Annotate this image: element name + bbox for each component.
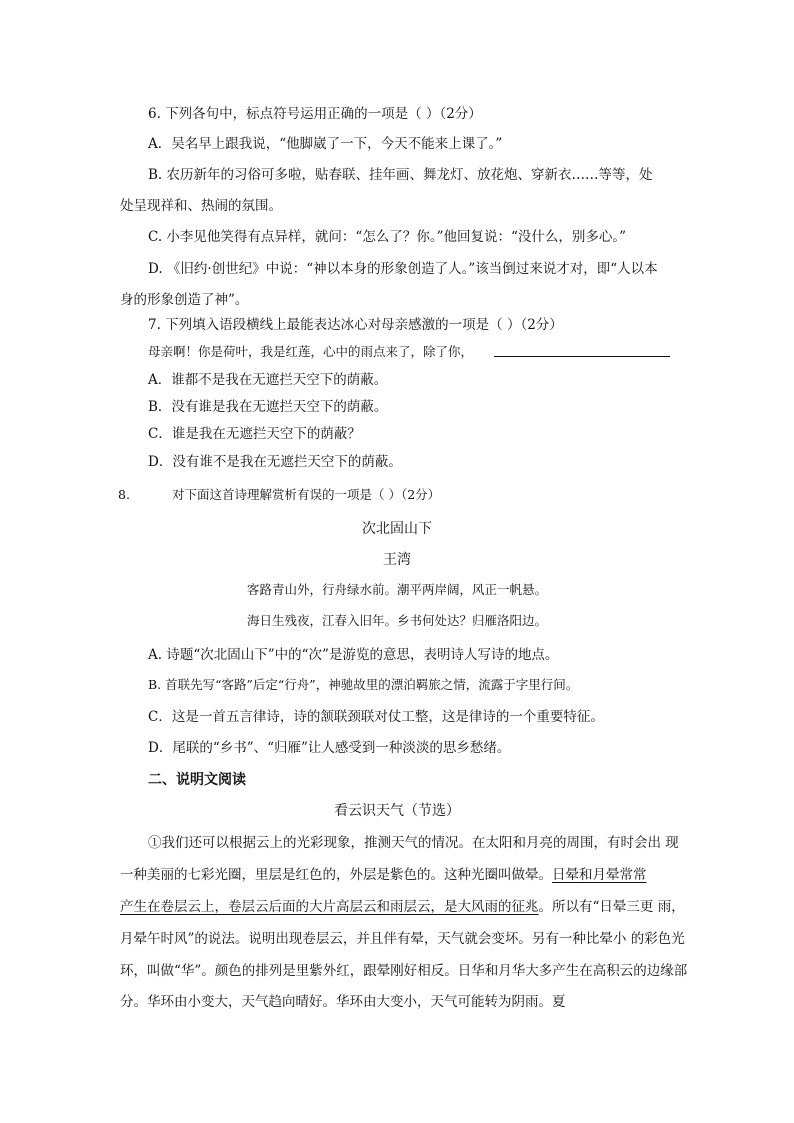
article-para1-line1: ①我们还可以根据云上的光彩现象，推测天气的情况。在太阳和月亮的周围，有时会出 现 bbox=[148, 835, 679, 851]
q7-answer-blank bbox=[494, 356, 670, 357]
article-para1-line6: 分。华环由小变大，天气趋向晴好。华环由大变小，天气可能转为阴雨。夏 bbox=[120, 994, 566, 1010]
underlined-text: 产生在卷层云上，卷层云后面的大片高层云和雨层云，是大风雨的征兆 bbox=[120, 899, 539, 915]
article-text: 。所以有“日晕三更 雨， bbox=[538, 899, 685, 915]
q6-option-d-line1: D. 《旧约·创世纪》中说：“神以本身的形象创造了人。”该当倒过来说才对，即“人以本 bbox=[148, 261, 658, 277]
q7-option-c: C．谁是我在无遮拦天空下的荫蔽？ bbox=[148, 426, 361, 442]
q6-option-b-line1: B. 农历新年的习俗可多啦，贴春联、挂年画、舞龙灯、放花炮、穿新衣……等等，处 bbox=[148, 167, 653, 183]
q6-option-c: C. 小李见他笑得有点异样，就问：“怎么了？你。”他回复说：“没什么，别多心。” bbox=[148, 229, 627, 245]
q7-option-d: D．没有谁不是我在无遮拦天空下的荫蔽。 bbox=[148, 454, 402, 470]
q7-option-b: B．没有谁是我在无遮拦天空下的荫蔽。 bbox=[148, 399, 388, 415]
q8-stem: 对下面这首诗理解赏析有误的一项是（ ）（2分） bbox=[172, 487, 441, 502]
q6-option-d-line2: 身的形象创造了神”。 bbox=[120, 292, 249, 308]
q8-option-a: A. 诗题“次北固山下”中的“次”是游览的意思，表明诗人写诗的地点。 bbox=[148, 647, 559, 663]
q7-passage: 母亲啊！你是荷叶，我是红莲，心中的雨点来了，除了你， bbox=[148, 344, 474, 359]
q8-option-d: D．尾联的“乡书”、“归雁”让人感受到一种淡淡的思乡愁绪。 bbox=[148, 740, 511, 756]
underlined-text: 日晕和月晕常常 bbox=[552, 867, 647, 883]
article-text: 一种美丽的七彩光圈，里层是红色的，外层是紫色的。这种光圈叫做晕。 bbox=[120, 867, 552, 883]
q8-option-c: C．这是一首五言律诗，诗的颔联颈联对仗工整，这是律诗的一个重要特征。 bbox=[148, 709, 604, 725]
poem-title: 次北固山下 bbox=[362, 521, 432, 537]
article-title: 看云识天气（节选） bbox=[334, 803, 460, 819]
article-para1-line5: 环，叫做“华”。颜色的排列是里紫外红，跟晕刚好相反。日华和月华大多产生在高积云的边缘部 bbox=[120, 963, 688, 979]
q8-option-b: B. 首联先写“客路”后定“行舟”，神驰故里的漂泊羁旅之情，流露于字里行间。 bbox=[148, 677, 579, 692]
q7-stem: 7. 下列填入语段横线上最能表达冰心对母亲感激的一项是（ ）（2分） bbox=[148, 317, 563, 333]
q6-stem: 6. 下列各句中，标点符号运用正确的一项是（ ）（2分） bbox=[148, 106, 482, 122]
article-para1-line2 bbox=[120, 865, 647, 885]
q6-option-b-line2: 处呈现祥和、热闹的氛围。 bbox=[120, 198, 282, 214]
q6-option-a: A．吴名早上跟我说，“他脚崴了一下，今天不能来上课了。” bbox=[148, 136, 503, 152]
poem-line-1: 客路青山外，行舟绿水前。潮平两岸阔，风正一帆悬。 bbox=[246, 582, 547, 597]
poem-line-2: 海日生残夜，江春入旧年。乡书何处达？归雁洛阳边。 bbox=[246, 613, 547, 628]
q8-number: 8. bbox=[118, 487, 130, 502]
poem-author: 王湾 bbox=[383, 552, 411, 568]
section-heading: 二、说明文阅读 bbox=[148, 772, 246, 788]
article-para1-line4: 月晕午时风”的说法。说明出现卷层云，并且伴有晕，天气就会变坏。另有一种比晕小 的彩色光 bbox=[120, 931, 685, 947]
q7-option-a: A．谁都不是我在无遮拦天空下的荫蔽。 bbox=[148, 372, 388, 388]
article-para1-line3 bbox=[120, 897, 685, 917]
